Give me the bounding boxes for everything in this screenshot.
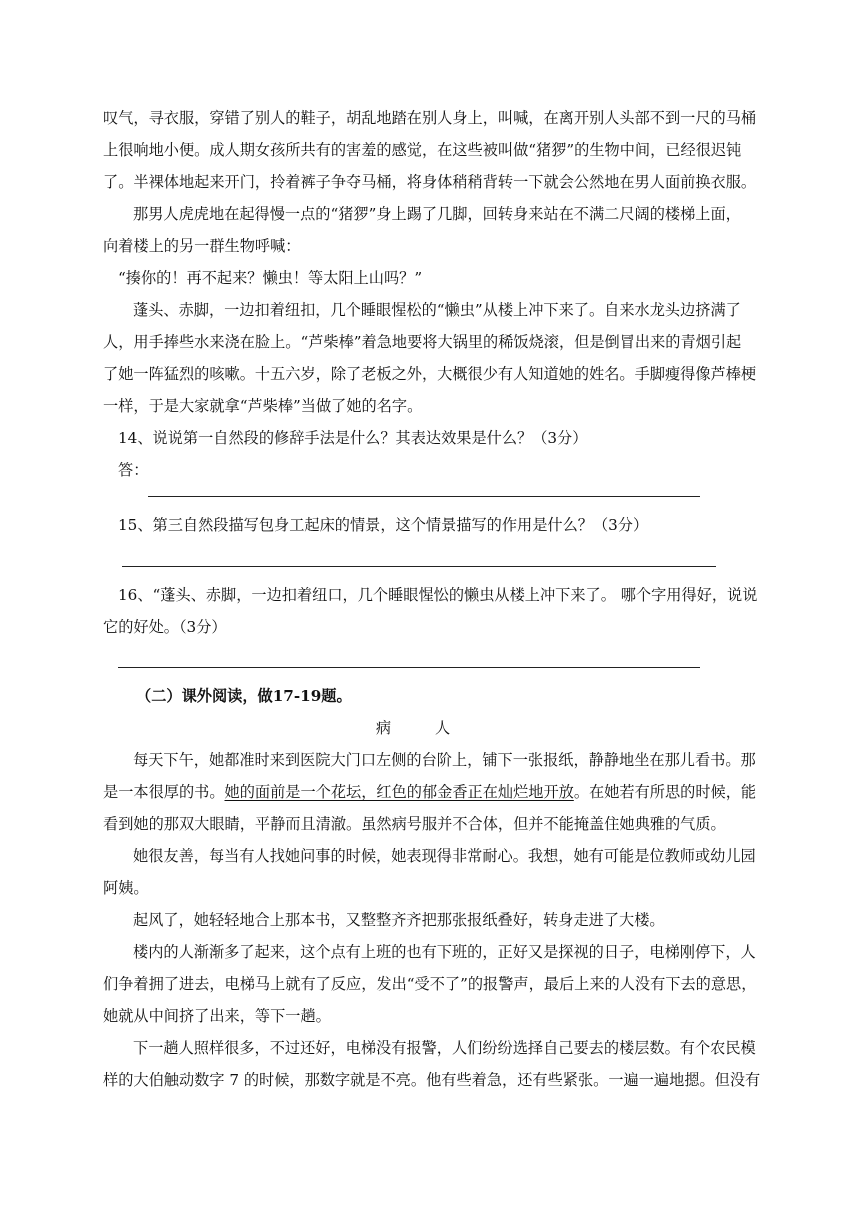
answer-label: 答：: [118, 461, 149, 479]
answer-line-16[interactable]: [118, 667, 700, 668]
p1-line-3: 了。半裸体地起来开门，拎着裤子争夺马桶，将身体稍稍背转一下就会公然地在男人面前换衣服。: [103, 173, 757, 191]
p1-line-2: 上很响地小便。成人期女孩所共有的害羞的感觉，在这些被叫做“猪猡”的生物中间，已经很迟钝: [103, 141, 742, 159]
s4-line-3: 她就从中间挤了出来，等下一趟。: [103, 1007, 331, 1025]
s1-line-2-pre: 是一本很厚的书。: [103, 783, 225, 801]
question-16-line-1: 16、“蓬头、赤脚，一边扣着纽口，几个睡眼惺忪的懒虫从楼上冲下来了。 哪个字用得好，说说: [118, 586, 758, 604]
s4-line-1: 楼内的人渐渐多了起来，这个点有上班的也有下班的，正好又是探视的日子，电梯刚停下，人: [133, 943, 756, 961]
p4-line-1: 蓬头、赤脚，一边扣着纽扣，几个睡眼惺松的“懒虫”从楼上冲下来了。自来水龙头边挤满了: [133, 301, 741, 319]
quote-line: “揍你的！再不起来？懒虫！等太阳上山吗？”: [118, 269, 423, 287]
s2-line-2: 阿姨。: [103, 879, 149, 897]
p1-line-1: 叹气，寻衣服，穿错了别人的鞋子，胡乱地踏在别人身上，叫喊，在离开别人头部不到一尺的马桶: [103, 109, 757, 127]
s2-line-1: 她很友善，每当有人找她问事的时候，她表现得非常耐心。我想，她有可能是位教师或幼儿园: [133, 847, 756, 865]
s1-line-2: [103, 782, 763, 802]
question-15: 15、第三自然段描写包身工起床的情景，这个情景描写的作用是什么？（3分）: [118, 516, 649, 534]
s3-line-1: 起风了，她轻轻地合上那本书，又整整齐齐把那张报纸叠好，转身走进了大楼。: [133, 911, 665, 929]
s1-line-3: 看到她的那双大眼睛，平静而且清澈。虽然病号服并不合体，但并不能掩盖住她典雅的气质。: [103, 815, 726, 833]
p2-line-2: 向着楼上的另一群生物呼喊：: [103, 237, 301, 255]
s4-line-2: 们争着拥了进去，电梯马上就有了反应，发出“受不了”的报警声，最后上来的人没有下去的意思，: [103, 975, 757, 993]
underlined-sentence: 她的面前是一个花坛，红色的郁金香正在灿烂地开放: [224, 783, 574, 801]
s1-line-1: 每天下午，她都准时来到医院大门口左侧的台阶上，铺下一张报纸，静静地坐在那儿看书。那: [133, 751, 756, 769]
p2-line-1: 那男人虎虎地在起得慢一点的“猪猡”身上踢了几脚，回转身来站在不满二尺阔的楼梯上面，: [133, 205, 741, 223]
story-title: 病人: [375, 719, 495, 737]
s5-line-1: 下一趟人照样很多，不过还好，电梯没有报警，人们纷纷选择自己要去的楼层数。有个农民模: [133, 1039, 756, 1057]
question-14: 14、说说第一自然段的修辞手法是什么？其表达效果是什么？（3分）: [118, 429, 588, 447]
p4-line-3: 了她一阵猛烈的咳嗽。十五六岁，除了老板之外，大概很少有人知道她的姓名。手脚瘦得像芦棒梗: [103, 365, 757, 383]
section-heading: （二）课外阅读，做17-19题。: [136, 687, 352, 705]
answer-line-15[interactable]: [122, 566, 716, 567]
p4-line-2: 人，用手捧些水来浇在脸上。“芦柴棒”着急地要将大锅里的稀饭烧滚，但是倒冒出来的青烟引起: [103, 333, 742, 351]
p4-line-4: 一样，于是大家就拿“芦柴棒”当做了她的名字。: [103, 397, 423, 415]
s5-line-2: 样的大伯触动数字 7 的时候，那数字就是不亮。他有些着急，还有些紧张。一遍一遍地摁。但没有: [103, 1071, 761, 1089]
question-16-line-2: 它的好处。（3分）: [103, 618, 227, 636]
answer-line-14[interactable]: [148, 496, 700, 497]
s1-line-2-post: 。在她若有所思的时候，能: [573, 783, 757, 801]
